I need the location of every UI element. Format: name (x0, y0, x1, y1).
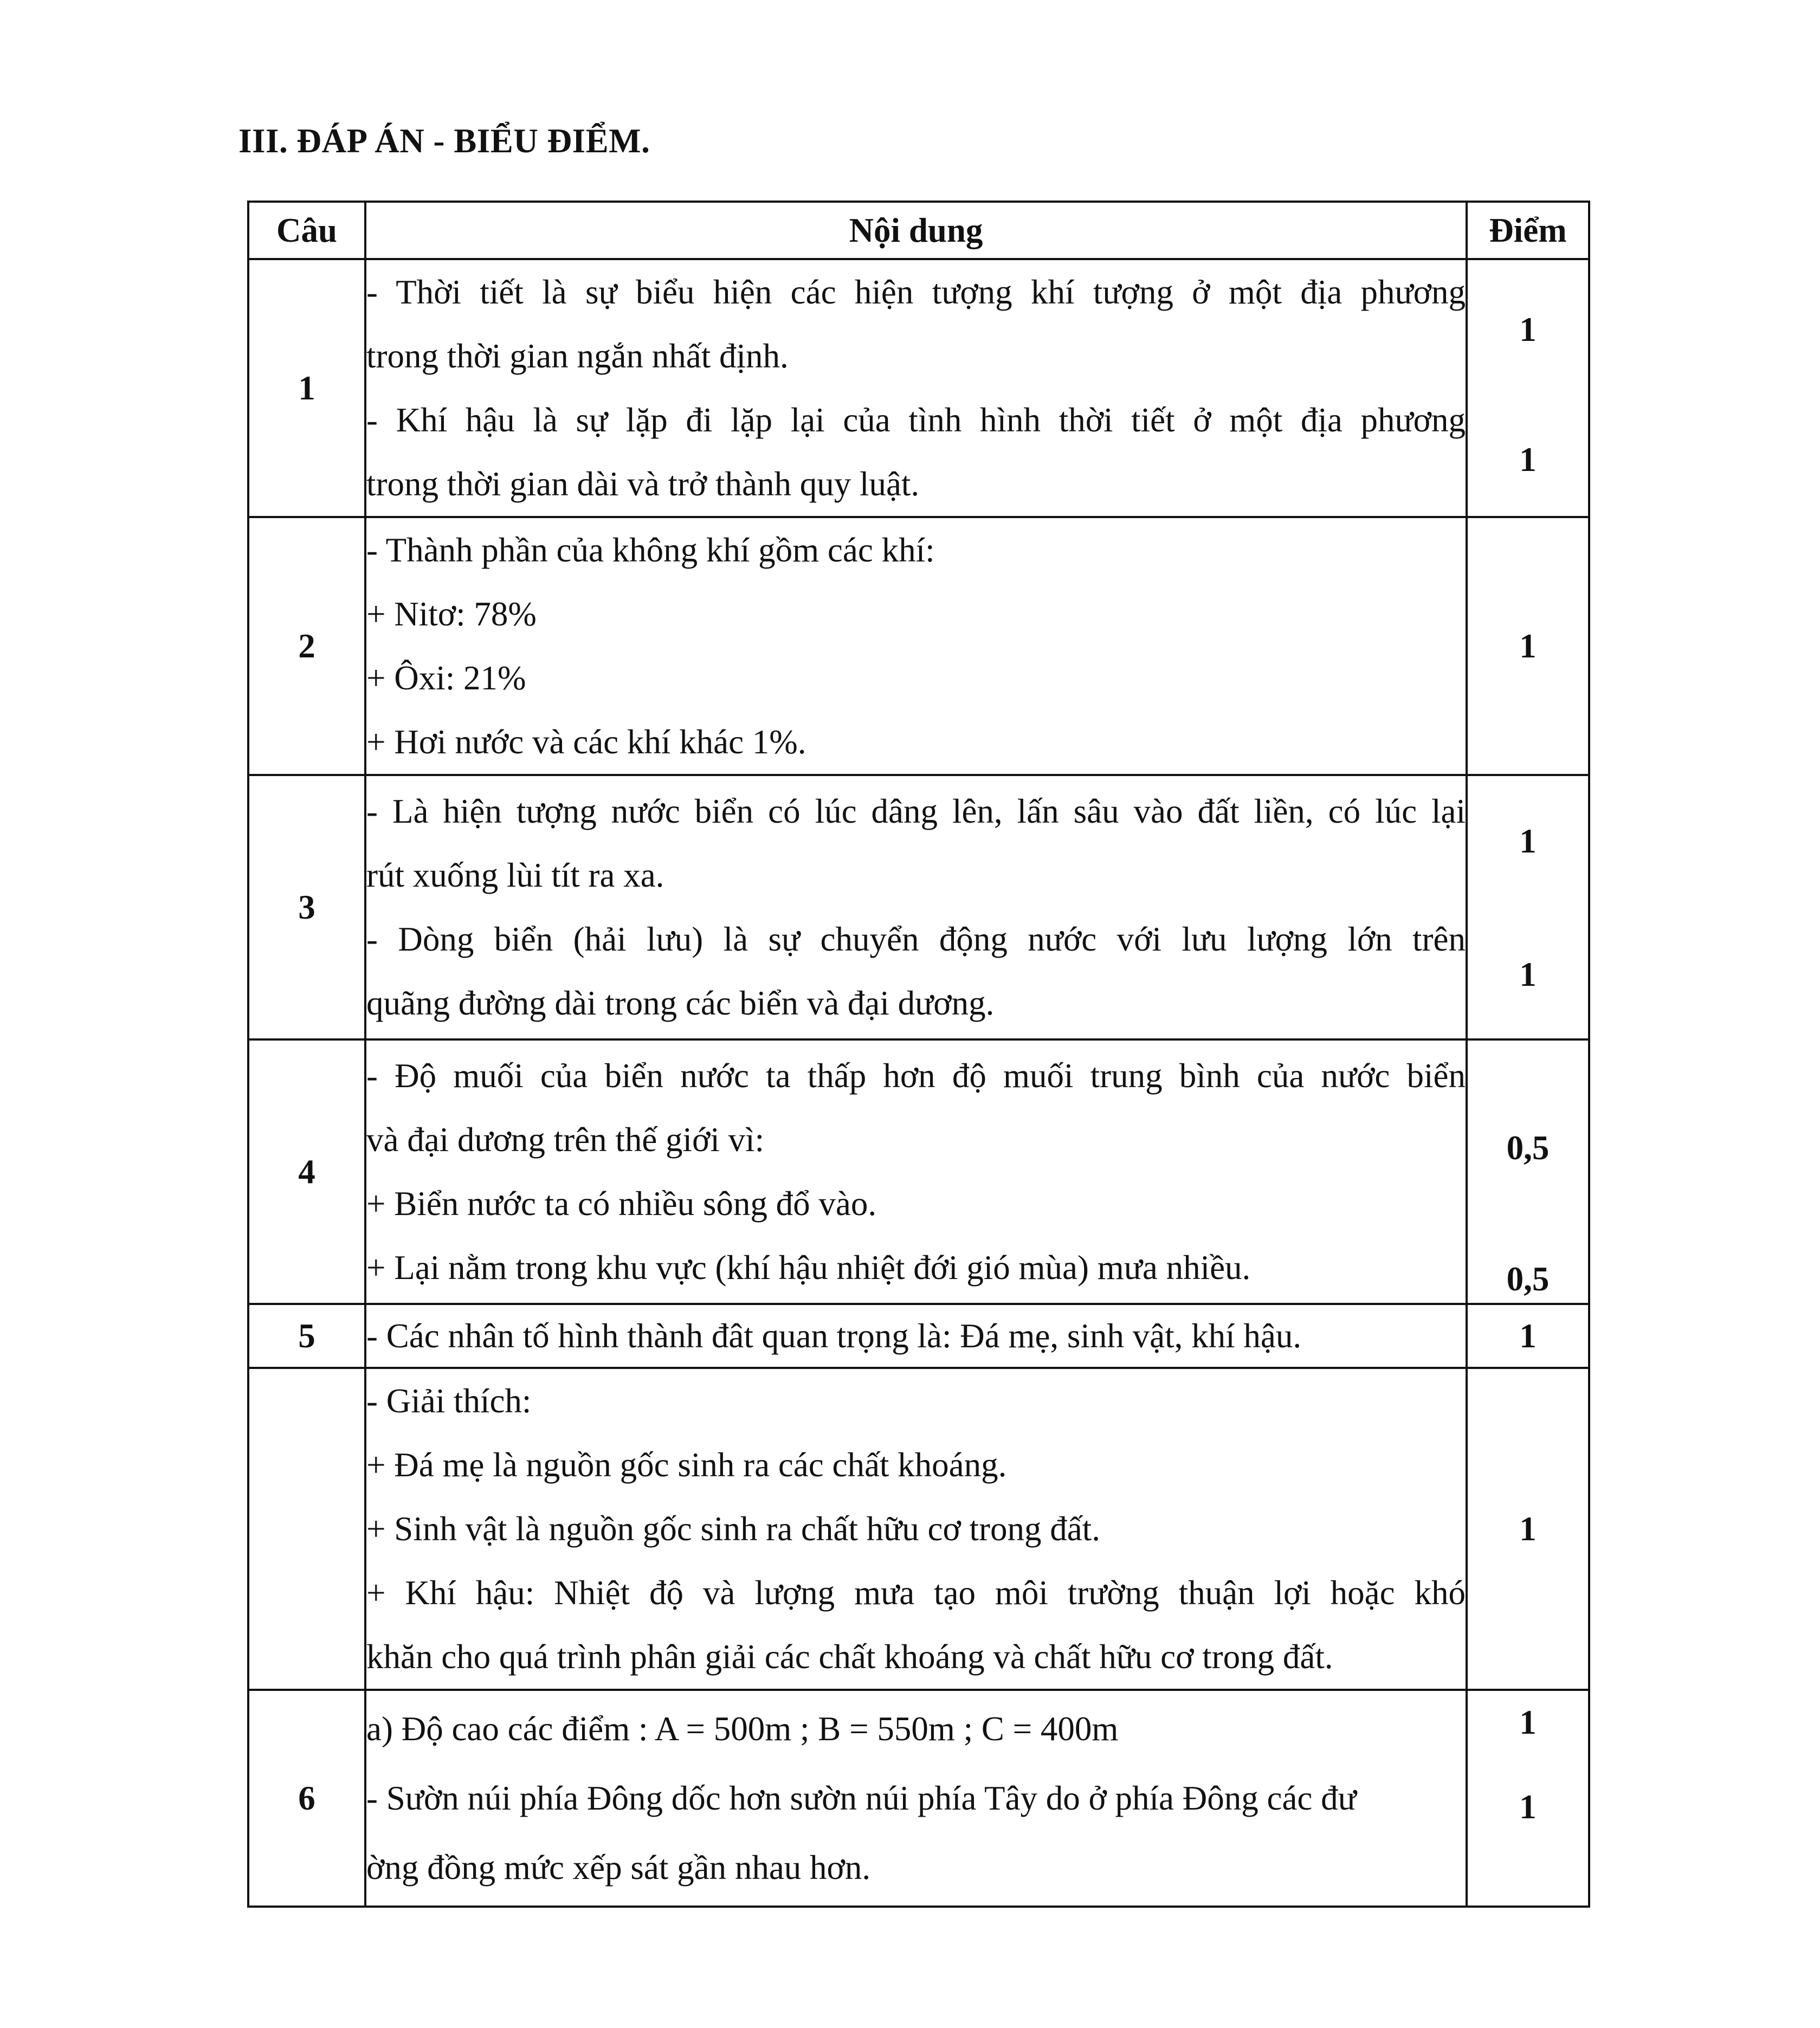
answer-line: - Sườn núi phía Đông dốc hơn sườn núi phía Tây do ở phía Đông các đư (366, 1779, 1357, 1817)
answer-line: + Nitơ: 78% (366, 595, 537, 633)
score-value: 1 (1519, 441, 1537, 479)
answer-line: - Giải thích: (366, 1382, 532, 1420)
answer-content (365, 517, 1467, 775)
question-number: 5 (248, 1304, 365, 1368)
score-value: 1 (1519, 1788, 1537, 1826)
table-row (248, 1039, 1589, 1304)
answer-key-table (247, 201, 1590, 1908)
table-row (248, 1368, 1589, 1690)
answer-content (365, 1304, 1467, 1368)
answer-line: - Độ muối của biển nước ta thấp hơn độ muối trung bình của nước biển (366, 1057, 1466, 1095)
score-value: 1 (1467, 517, 1589, 775)
answer-line: khăn cho quá trình phân giải các chất khoáng và chất hữu cơ trong đất. (366, 1638, 1333, 1676)
answer-line: - Dòng biển (hải lưu) là sự chuyển động nước với lưu lượng lớn trên (366, 920, 1466, 958)
answer-content (365, 1039, 1467, 1304)
answer-line: quãng đường dài trong các biển và đại dương. (366, 984, 995, 1022)
answer-line: - Thời tiết là sự biểu hiện các hiện tượng khí tượng ở một địa phương (366, 273, 1466, 311)
question-number: 4 (248, 1039, 365, 1304)
answer-line: + Sinh vật là nguồn gốc sinh ra chất hữu cơ trong đất. (366, 1510, 1100, 1548)
header-diem: Điểm (1467, 202, 1589, 259)
question-number: 3 (248, 775, 365, 1039)
score-value: 1 (1519, 1703, 1537, 1741)
answer-line: ờng đồng mức xếp sát gần nhau hơn. (366, 1849, 871, 1887)
score-cell (1467, 259, 1589, 517)
question-number: 1 (248, 259, 365, 517)
question-number: 6 (248, 1690, 365, 1907)
score-value: 1 (1519, 955, 1537, 993)
score-value: 1 (1519, 822, 1537, 860)
answer-line: + Đá mẹ là nguồn gốc sinh ra các chất khoáng. (366, 1446, 1007, 1484)
score-cell (1467, 1690, 1589, 1907)
score-cell (1467, 775, 1589, 1039)
answer-line: + Biển nước ta có nhiều sông đổ vào. (366, 1185, 877, 1223)
answer-line: - Các nhân tố hình thành đât quan trọng là: Đá mẹ, sinh vật, khí hậu. (366, 1317, 1302, 1355)
section-heading: III. ĐÁP ÁN - BIỂU ĐIỂM. (238, 122, 650, 160)
answer-line: + Ôxi: 21% (366, 659, 526, 697)
score-value: 1 (1519, 311, 1537, 348)
answer-line: + Hơi nước và các khí khác 1%. (366, 723, 806, 761)
answer-content (365, 1368, 1467, 1690)
score-value: 1 (1467, 1304, 1589, 1368)
score-cell (1467, 1039, 1589, 1304)
answer-line: và đại dương trên thế giới vì: (366, 1121, 765, 1159)
answer-line: rút xuống lùi tít ra xa. (366, 856, 664, 894)
score-value: 0,5 (1506, 1129, 1550, 1167)
answer-line: + Lại nằm trong khu vực (khí hậu nhiệt đới gió mùa) mưa nhiều. (366, 1249, 1251, 1287)
answer-content (365, 1690, 1467, 1907)
answer-line: + Khí hậu: Nhiệt độ và lượng mưa tạo môi trường thuận lợi hoặc khó (366, 1574, 1466, 1612)
table-row (248, 1690, 1589, 1907)
table-row (248, 1304, 1589, 1368)
answer-line: trong thời gian dài và trở thành quy luật. (366, 465, 920, 503)
answer-line: trong thời gian ngắn nhất định. (366, 337, 789, 375)
answer-line: - Khí hậu là sự lặp đi lặp lại của tình hình thời tiết ở một địa phương (366, 401, 1466, 439)
table-row (248, 775, 1589, 1039)
question-number (248, 1368, 365, 1690)
answer-line: - Là hiện tượng nước biển có lúc dâng lên, lấn sâu vào đất liền, có lúc lại (366, 792, 1466, 830)
header-noi-dung: Nội dung (365, 202, 1467, 259)
answer-line: - Thành phần của không khí gồm các khí: (366, 531, 935, 569)
table-header-row (248, 202, 1589, 259)
answer-content (365, 259, 1467, 517)
score-value: 0,5 (1506, 1260, 1550, 1298)
answer-content (365, 775, 1467, 1039)
header-cau: Câu (248, 202, 365, 259)
table-row (248, 517, 1589, 775)
question-number: 2 (248, 517, 365, 775)
score-value: 1 (1467, 1368, 1589, 1690)
table-row (248, 259, 1589, 517)
answer-line: a) Độ cao các điểm : A = 500m ; B = 550m ; C = 400m (366, 1710, 1119, 1748)
